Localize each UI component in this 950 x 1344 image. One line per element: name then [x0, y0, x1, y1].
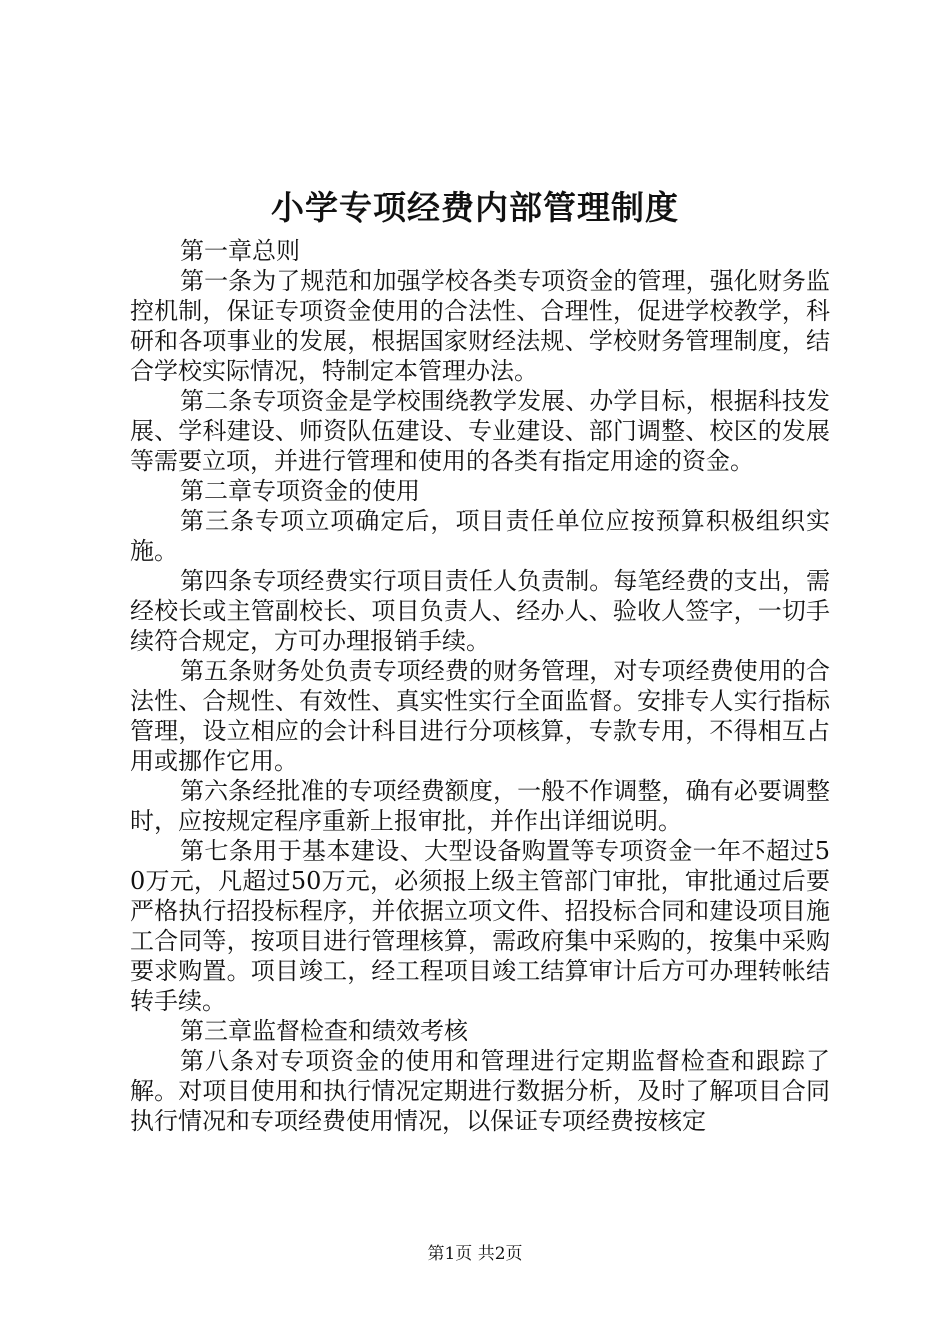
article-paragraph: 第五条财务处负责专项经费的财务管理，对专项经费使用的合法性、合规性、有效性、真实性实行全面监督。安排专人实行指标管理，设立相应的会计科目进行分项核算，专款专用，不得相互占用或挪作它用。	[130, 657, 830, 775]
chapter-heading: 第一章总则	[180, 237, 300, 265]
article-paragraph: 第三条专项立项确定后，项目责任单位应按预算积极组织实施。	[130, 507, 830, 565]
article-paragraph: 第一条为了规范和加强学校各类专项资金的管理，强化财务监控机制，保证专项资金使用的合法性、合理性，促进学校教学，科研和各项事业的发展，根据国家财经法规、学校财务管理制度，结合学校实际情况，特制定本管理办法。	[130, 267, 830, 385]
chapter-heading: 第二章专项资金的使用	[180, 477, 420, 505]
document-title: 小学专项经费内部管理制度	[271, 188, 679, 227]
article-paragraph: 第七条用于基本建设、大型设备购置等专项资金一年不超过50万元，凡超过50万元，必须报上级主管部门审批，审批通过后要严格执行招投标程序，并依据立项文件、招投标合同和建设项目施工合同等，按项目进行管理核算，需政府集中采购的，按集中采购要求购置。项目竣工，经工程项目竣工结算审计后方可办理转帐结转手续。	[130, 837, 830, 1015]
article-paragraph: 第八条对专项资金的使用和管理进行定期监督检查和跟踪了解。对项目使用和执行情况定期进行数据分析，及时了解项目合同执行情况和专项经费使用情况，以保证专项经费按核定	[130, 1047, 830, 1135]
article-paragraph: 第六条经批准的专项经费额度，一般不作调整，确有必要调整时，应按规定程序重新上报审批，并作出详细说明。	[130, 777, 830, 835]
chapter-heading: 第三章监督检查和绩效考核	[180, 1017, 468, 1045]
article-paragraph: 第四条专项经费实行项目责任人负责制。每笔经费的支出，需经校长或主管副校长、项目负责人、经办人、验收人签字，一切手续符合规定，方可办理报销手续。	[130, 567, 830, 655]
article-paragraph: 第二条专项资金是学校围绕教学发展、办学目标，根据科技发展、学科建设、师资队伍建设、专业建设、部门调整、校区的发展等需要立项，并进行管理和使用的各类有指定用途的资金。	[130, 387, 830, 475]
page-footer: 第1页 共2页	[427, 1244, 523, 1264]
document-body	[130, 236, 830, 1136]
